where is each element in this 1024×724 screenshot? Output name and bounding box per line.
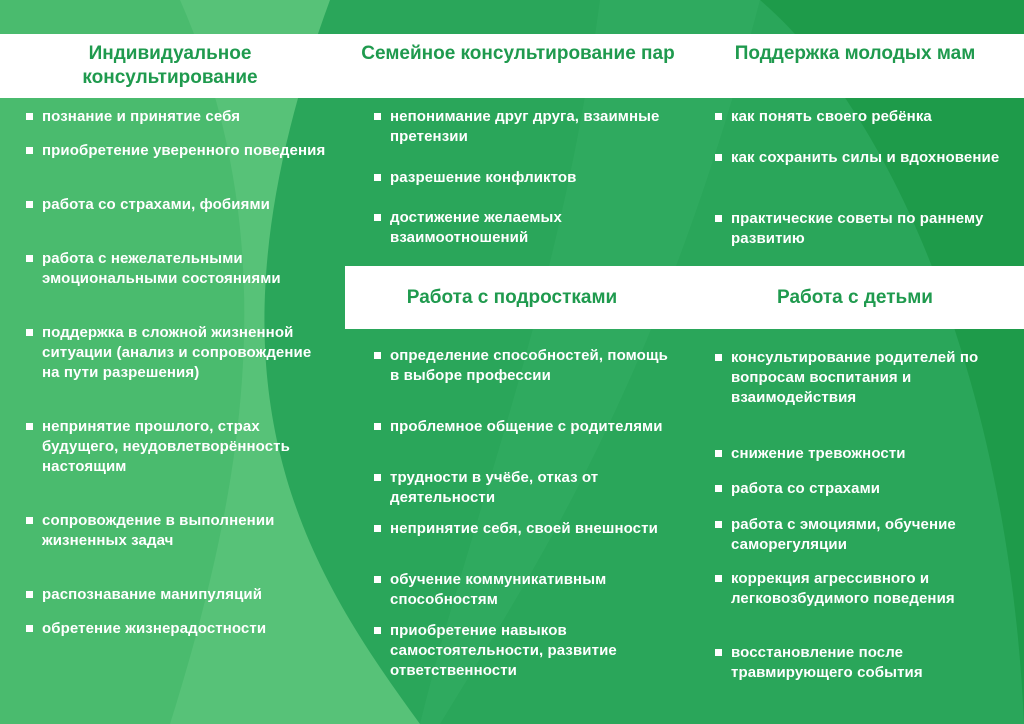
square-bullet-icon	[374, 423, 381, 430]
list-item: проблемное общение с родителями	[374, 417, 674, 457]
square-bullet-icon	[26, 201, 33, 208]
list-item: сопровождение в выполнении жизненных задач	[26, 511, 326, 571]
square-bullet-icon	[374, 525, 381, 532]
list-item: работа с нежелательными эмоциональными состояниями	[26, 249, 326, 309]
list-item: приобретение уверенного поведения	[26, 141, 326, 181]
heading-mothers: Поддержка молодых мам	[734, 43, 976, 64]
list-item: практические советы по раннему развитию	[715, 209, 1015, 249]
list-item: непонимание друг друга, взаимные претензии	[374, 107, 674, 147]
list-mothers	[715, 107, 1015, 249]
square-bullet-icon	[26, 625, 33, 632]
square-bullet-icon	[374, 174, 381, 181]
list-teens	[374, 346, 674, 681]
list-item: восстановление после травмирующего события	[715, 643, 1015, 683]
list-item: как сохранить силы и вдохновение	[715, 148, 1015, 188]
list-item: непринятие прошлого, страх будущего, неудовлетворённость настоящим	[26, 417, 326, 497]
list-item: обучение коммуникативным способностям	[374, 570, 674, 610]
list-item: работа со страхами	[715, 479, 1015, 499]
list-item: как понять своего ребёнка	[715, 107, 1015, 127]
list-item: консультирование родителей по вопросам воспитания и взаимодействия	[715, 348, 1015, 428]
list-item: обретение жизнерадостности	[26, 619, 326, 659]
square-bullet-icon	[374, 627, 381, 634]
square-bullet-icon	[715, 521, 722, 528]
list-children	[715, 348, 1015, 683]
square-bullet-icon	[715, 113, 722, 120]
square-bullet-icon	[715, 354, 722, 361]
list-individual	[26, 107, 326, 659]
square-bullet-icon	[715, 154, 722, 161]
square-bullet-icon	[26, 329, 33, 336]
square-bullet-icon	[26, 517, 33, 524]
square-bullet-icon	[374, 352, 381, 359]
heading-individual: Индивидуальное консультирование	[82, 43, 258, 88]
list-family	[374, 107, 674, 248]
square-bullet-icon	[715, 485, 722, 492]
heading-teens: Работа с подростками	[406, 287, 618, 308]
list-item: работа со страхами, фобиями	[26, 195, 326, 235]
list-item: приобретение навыков самостоятельности, развитие ответственности	[374, 621, 674, 681]
square-bullet-icon	[26, 147, 33, 154]
list-item: определение способностей, помощь в выборе профессии	[374, 346, 674, 406]
heading-children: Работа с детьми	[777, 287, 933, 308]
square-bullet-icon	[26, 423, 33, 430]
square-bullet-icon	[26, 255, 33, 262]
square-bullet-icon	[26, 591, 33, 598]
list-item: снижение тревожности	[715, 444, 1015, 464]
list-item: коррекция агрессивного и легковозбудимого поведения	[715, 569, 1015, 629]
list-item: работа с эмоциями, обучение саморегуляции	[715, 515, 1015, 555]
list-item: трудности в учёбе, отказ от деятельности	[374, 468, 674, 508]
list-item: познание и принятие себя	[26, 107, 326, 127]
square-bullet-icon	[715, 649, 722, 656]
heading-family: Семейное консультирование пар	[361, 43, 675, 64]
square-bullet-icon	[715, 575, 722, 582]
square-bullet-icon	[715, 450, 722, 457]
square-bullet-icon	[374, 576, 381, 583]
list-item: распознавание манипуляций	[26, 585, 326, 605]
square-bullet-icon	[374, 474, 381, 481]
square-bullet-icon	[374, 214, 381, 221]
square-bullet-icon	[715, 215, 722, 222]
list-item: поддержка в сложной жизненной ситуации (анализ и сопровождение на пути разрешения)	[26, 323, 326, 403]
square-bullet-icon	[26, 113, 33, 120]
list-item: непринятие себя, своей внешности	[374, 519, 674, 559]
list-item: разрешение конфликтов	[374, 168, 674, 188]
list-item: достижение желаемых взаимоотношений	[374, 208, 674, 248]
square-bullet-icon	[374, 113, 381, 120]
